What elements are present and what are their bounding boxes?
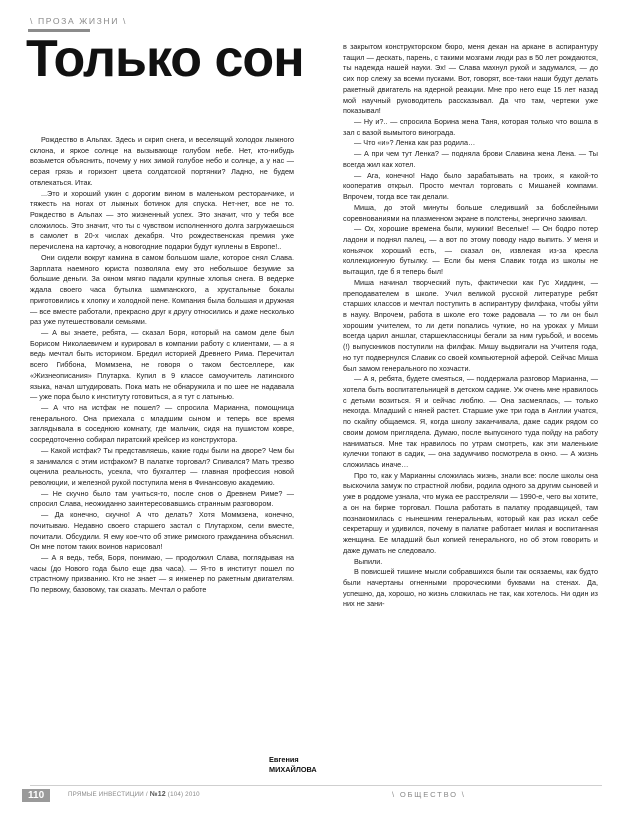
paragraph: Миша, до этой минуты больше следивший за бобслейными соревнованиями на плазменном экране в полстены, энергично закивал. [343,202,598,223]
author-last-name: МИХАЙЛОВА [269,765,317,774]
footer-divider [30,785,602,786]
magazine-name: ПРЯМЫЕ ИНВЕСТИЦИИ / [68,791,150,798]
paragraph: Рождество в Альпах. Здесь и скрип снега, и веселящий холодок лыжного склона, и яркое солнце на вызывающе голубом небе. Нет, кто-нибудь возьмется объяснить, почему у них зимой голубое небо и солнце, а у нас — серая грязь и горизонт цвета солдатской портянки? Ладно, не будем отвлекаться. Итак. [30,135,294,187]
paragraph: — Ну и?.. — спросила Борина жена Таня, которая только что вошла в зал с вазой вымытого винограда. [343,117,598,137]
issue-number: №12 [149,791,166,798]
paragraph: — Ага, конечно! Надо было зарабатывать на троих, я какой-то кооператив открыл. Просто мечтал торговать с Мишаней компами. Впрочем, тогда все так делали. [343,170,598,202]
paragraph: В повисшей тишине мысли собравшихся были так осязаемы, как будто были начертаны огненными пророческими буквами на стенах. Да, успешно, да, хорошо, но жизнь сложилась не так, как хотелось. Ни один из них не зани- [343,567,598,609]
issue-details: (104) 2010 [165,791,200,798]
paragraph: — Ох, хорошие времена были, мужики! Веселые! — Он бодро потер ладони и поднял палец, — а вот по этому поводу надо выпить. У меня и коньячок хороший есть, — сказал он, извлекая из-за кресла коллекционную бутылку. — Если бы меня Славик тогда из школы не вытащил, где б я теперь был! [343,224,598,277]
paragraph: в закрытом конструкторском бюро, меня декан на аркане в аспирантуру тащил — дескать, парень, с такими мозгами люди раз в 50 лет рождаются, ты надежда нашей науки. Эх! — Слава махнул рукой и задумался, — до сих пор слежу за всеми пусками. Вот, говорят, все-таки наши будут делать ракетный двигатель на ядерной реакции. Мне про него еще 15 лет назад мой научный руководитель рассказывал. Да что там, чертежи уже показывал! [343,42,598,116]
section-rubric: \ ПРОЗА ЖИЗНИ \ [30,16,127,26]
paragraph: Миша начинал творческий путь, фактически как Гус Хиддинк, — преподавателем в школе. Учил великой русской литературе ребят старших классов и мечтал поступить в аспирантуру филфака, чтобы уйти в науку. Впрочем, работа в школе его тоже радовала — то ли он был хорошим учителем, то ли дети попались чуткие, но на уроках у Миши всегда царил аншлаг, старшеклассницы бегали за ним гурьбой, и восемь (!) выпускников поступили на филфак. Мишу выдвигали на Учителя года, но тут подвернулся Славик со своей компьютерной аферой. Сейчас Миша был замом генерального по хозчасти. [343,277,598,373]
paragraph: Про то, как у Марианны сложилась жизнь, знали все: после школы она выскочила замуж по страстной любви, родила одного за другим сыновей и уже в роддоме узнала, что мужа ее расстреляли — 1990-е, чего вы хотите, а он на бирже торговал. Пошла работать в палатку продавщицей, там познакомилась с нынешним генеральным, который как раз искал себе секретаршу и удивился, почему в палатке работает милая и воспитанная женщина. Ее младший был копией генерального, но об этом говорить и даже думать не следовало. [343,470,598,555]
author-first-name: Евгения [269,755,299,764]
paragraph: Выпили. [354,556,383,566]
paragraph: — Не скучно было там учиться-то, после снов о Древнем Риме? — спросил Слава, неожиданно заинтересовавшись странным разговором. [30,488,294,509]
article-title: Только сон [26,30,304,88]
paragraph: — Что «и»? Ленка как раз родила… [354,138,476,148]
paragraph: — А я ведь, тебя, Боря, понимаю, — продолжил Слава, поглядывая на часы (до Нового года было еще два часа). — Я-то в институт пошел по страстному призванию. Кто не знает — я инженер по ракетным двигателям. По первому, базовому, так сказать. Мечтал о работе [30,553,294,595]
paragraph: — Какой истфак? Ты представляешь, какие годы были на дворе? Чем бы я занимался с этим истфаком? В палатке торговал? Спивался? Мать трезво оценила реальность, усекла, что бухгалтер — главная профессия новой революции, и железной рукой поступила меня в Финансовую академию. [30,445,294,487]
author-byline [269,755,335,775]
footer-magazine [68,791,200,798]
paragraph: ...Это и хороший ужин с дорогим вином в маленьком ресторанчике, и тяжесть на ногах от лыжных ботинок для спуска. Нет-нет, все не то. Рождество в Альпах — это жизненный успех. Это значит, что у тебя все сложилось. Это значит, что ты с чувством исполненного долга загружаешься в самолет в 20-х числах декабря. Что рождественская премия уже перечислена на карточку, а новогодние подарки будут куплены в Европе!.. [30,188,294,252]
paragraph: — А при чем тут Ленка? — подняла брови Славина жена Лена. — Ты всегда жил как хотел. [343,149,598,169]
article-column-left [30,135,294,596]
footer-section-label: \ ОБЩЕСТВО \ [392,790,466,799]
paragraph: — Да конечно, скучно! А что делать? Хотя Моммзена, конечно, почитываю. Недавно своего старшего застал с Плутархом, сели вместе, почитали. Обсудили. Я ему кое-что об этике римского гражданина объяснил. Он мне потом таких воинов нарисовал! [30,510,294,552]
paragraph: — А что на истфак не пошел? — спросила Марианна, помощница генерального. Она приехала с младшим сыном и теперь все время заглядывала в соседнюю комнату, где мальчик, сидя на пушистом ковре, сосредоточенно собирал пиратский крейсер из конструктора. [30,402,294,445]
page-number: 110 [22,789,50,802]
article-column-right [343,42,598,610]
paragraph: — А вы знаете, ребята, — сказал Боря, который на самом деле был Борисом Николаевичем и курировал в компании работу с клиентами, — а я ведь мечтал быть историком. Бредил историей Древнего Рима. Перечитал всего Гиббона, Моммзена, не говоря о таком бестселлере, как «Жизнеописания» Плутарха. Купил в 9 классе самоучитель латинского языка, начал штудировать. Пока мать не обнаружила и по шее не надавала — уже пора было к институту готовиться, а я тут с латынью. [30,327,294,402]
paragraph: Они сидели вокруг камина в самом большом шале, которое снял Слава. Зарплата наемного юриста позволяла ему это небольшое безумие за большие деньги. За окном мягко падали крупные хлопья снега. В ведерке ждала своего часа бутылка шампанского, а хрустальные бокалы приготовились к хлопку и холодной пене. Компания была большая и дружная — все вместе работали, прекрасно друг к другу относились и даже несколько раз уже путешествовали семьями. [30,252,294,327]
paragraph: — А я, ребята, будете смеяться, — поддержала разговор Марианна, — хотела быть воспитательницей в детском садике. Уж очень мне нравилось с детьми возиться. Я и сейчас люблю. — Она засмеялась, — только некогда. Младший с няней растет. Старшие уже три года в Англии учатся, по скайпу общаемся. Я, когда школу заканчивала, даже садик рядом со своим домом приглядела. Думаю, после выпускного туда пойду на работу наниматься. Мне так нравилось по утрам смотреть, как эти маленькие кулечки топают в садик, — она задумчиво посмотрела в окно. — А жизнь сложилась иначе… [343,374,598,470]
